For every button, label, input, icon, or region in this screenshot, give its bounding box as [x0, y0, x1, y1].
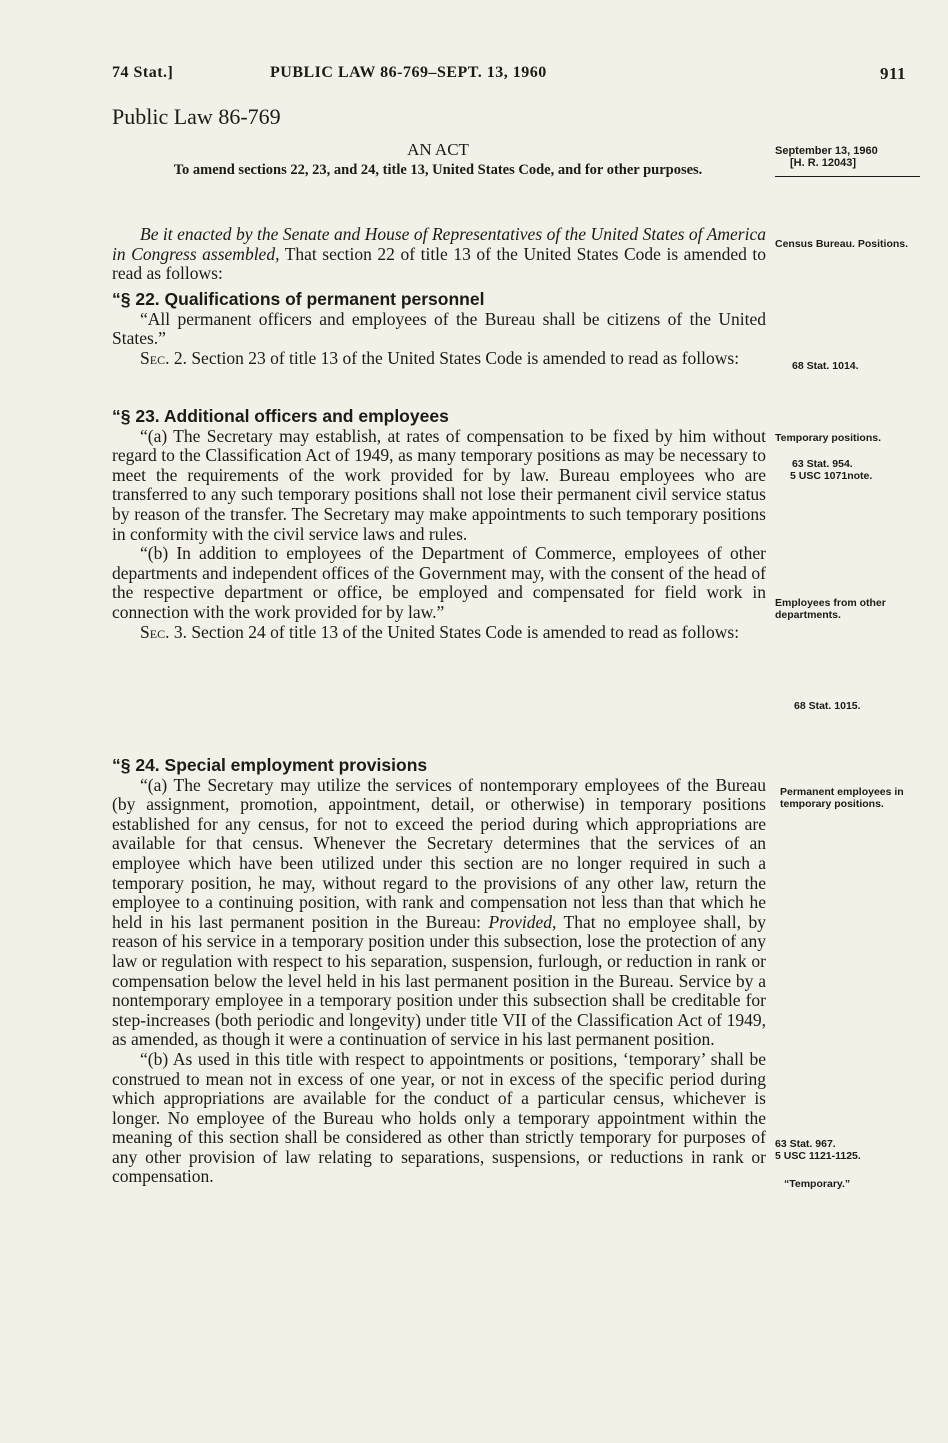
enacting-italic: Be it enacted by the Senate and House of Representatives of the United States of America in Congress assembled, — [112, 224, 766, 264]
sidenote-5-usc-1121: 5 USC 1121-1125. — [775, 1150, 861, 1162]
section-24-a-part1: “(a) The Secretary may utilize the services of nontemporary employees of the Bureau (by assignment, promotion, appointment, detail, or otherwise) in temporary positions established for any census, for not to exceed the period during which appropriations are available for that census. Whenever the Secretary determines that the services of an employee which have been utilized under this section are no longer required in such a temporary position, he may, without regard to the provisions of any other law, return the employee to a continuing position, with rank and compensation not less than that which he held in his last permanent position in the Bureau: — [112, 774, 766, 932]
sidenote-bill: [H. R. 12043] — [790, 157, 857, 169]
sec-2-label: Sec. 2. — [140, 347, 187, 368]
section-23-subsection-b: “(b) In addition to employees of the Department of Commerce, employees of other departments and independent offices of the Government may, with the consent of the head of the respective department or office, be employed and compensated for field work in connection with the work provided for by law.” — [112, 543, 766, 622]
section-23 — [112, 407, 766, 642]
section-24-a-part2: That no employee shall, by reason of his service in a temporary position under this subsection, lose the protection of any law or regulation with respect to his separation, suspension, furlough, or reduction in rank or compensation below the level held in his last permanent position in the Bureau. Service by a nontemporary employee in a temporary position under this subsection shall be creditable for step-increases (both periodic and longevity) under title VII of the Classification Act of 1949, as amended, as though it were a continuation of service in his last permanent position. — [112, 911, 766, 1050]
header-law-title: PUBLIC LAW 86-769–SEPT. 13, 1960 — [270, 64, 547, 81]
section-22-text: “All permanent officers and employees of the Bureau shall be citizens of the United States.” — [112, 308, 766, 349]
section-24 — [112, 756, 766, 1187]
section-22 — [112, 290, 766, 368]
provided-italic: Provided, — [488, 911, 557, 932]
section-22-heading: “§ 22. Qualifications of permanent personnel — [112, 289, 485, 309]
sidenote-5-usc-1071: 5 USC 1071note. — [790, 470, 873, 482]
sidenote-68-stat-1014: 68 Stat. 1014. — [792, 360, 859, 372]
divider — [775, 176, 920, 177]
sec-3-label: Sec. 3. — [140, 621, 187, 642]
section-24-subsection-b: “(b) As used in this title with respect to appointments or positions, ‘temporary’ shall be construed to mean not in excess of one year, or not in excess of the specific period during which appropriations are available for the conduct of a particular census, whichever is longer. No employee of the Bureau who holds only a temporary appointment within the meaning of this section shall be considered as other than strictly temporary for purposes of any other provision of law relating to separations, suspensions, or reductions in rank or compensation. — [112, 1048, 766, 1187]
sidenote-date: September 13, 1960 — [775, 145, 878, 157]
sidenote-permanent-employees: Permanent employees in temporary positions. — [780, 786, 904, 810]
sidenote-temporary-definition: “Temporary.” — [784, 1178, 851, 1190]
header-stat-reference: 74 Stat.] — [112, 64, 174, 81]
sidenote-census-bureau: Census Bureau. Positions. — [775, 238, 909, 250]
sec-2 — [112, 349, 766, 369]
public-law-number: Public Law 86-769 — [112, 104, 281, 129]
sidenote-68-stat-1015: 68 Stat. 1015. — [794, 700, 861, 712]
sidenote-temporary-positions: Temporary positions. — [775, 432, 881, 444]
act-heading: AN ACT — [407, 140, 469, 159]
sec-3 — [112, 623, 766, 643]
sidenote-employees-from-other-departments: Employees from other departments. — [775, 597, 886, 621]
section-24-heading: “§ 24. Special employment provisions — [112, 755, 428, 775]
sidenote-63-stat-967: 63 Stat. 967. — [775, 1138, 836, 1150]
sec-3-text: Section 24 of title 13 of the United States Code is amended to read as follows: — [186, 621, 740, 642]
sidenote-63-stat-954: 63 Stat. 954. — [792, 458, 853, 470]
act-title: To amend sections 22, 23, and 24, title 13, United States Code, and for other purposes. — [173, 162, 703, 178]
section-23-heading: “§ 23. Additional officers and employees — [112, 406, 449, 426]
enacting-rest: That section 22 of title 13 of the United States Code is amended to read as follows: — [112, 243, 766, 284]
enacting-clause — [112, 225, 766, 284]
page-number: 911 — [880, 64, 907, 83]
sec-2-text: Section 23 of title 13 of the United States Code is amended to read as follows: — [186, 347, 740, 368]
section-23-subsection-a: “(a) The Secretary may establish, at rates of compensation to be fixed by him without regard to the Classification Act of 1949, as many temporary positions as may be necessary to meet the requirements of the work provided for by law. Bureau employees who are transferred to any such temporary positions shall not lose their permanent civil service status by reason of the transfer. The Secretary may make appointments to such temporary positions in conformity with the civil service laws and rules. — [112, 425, 766, 544]
section-24-subsection-a — [112, 776, 766, 1050]
